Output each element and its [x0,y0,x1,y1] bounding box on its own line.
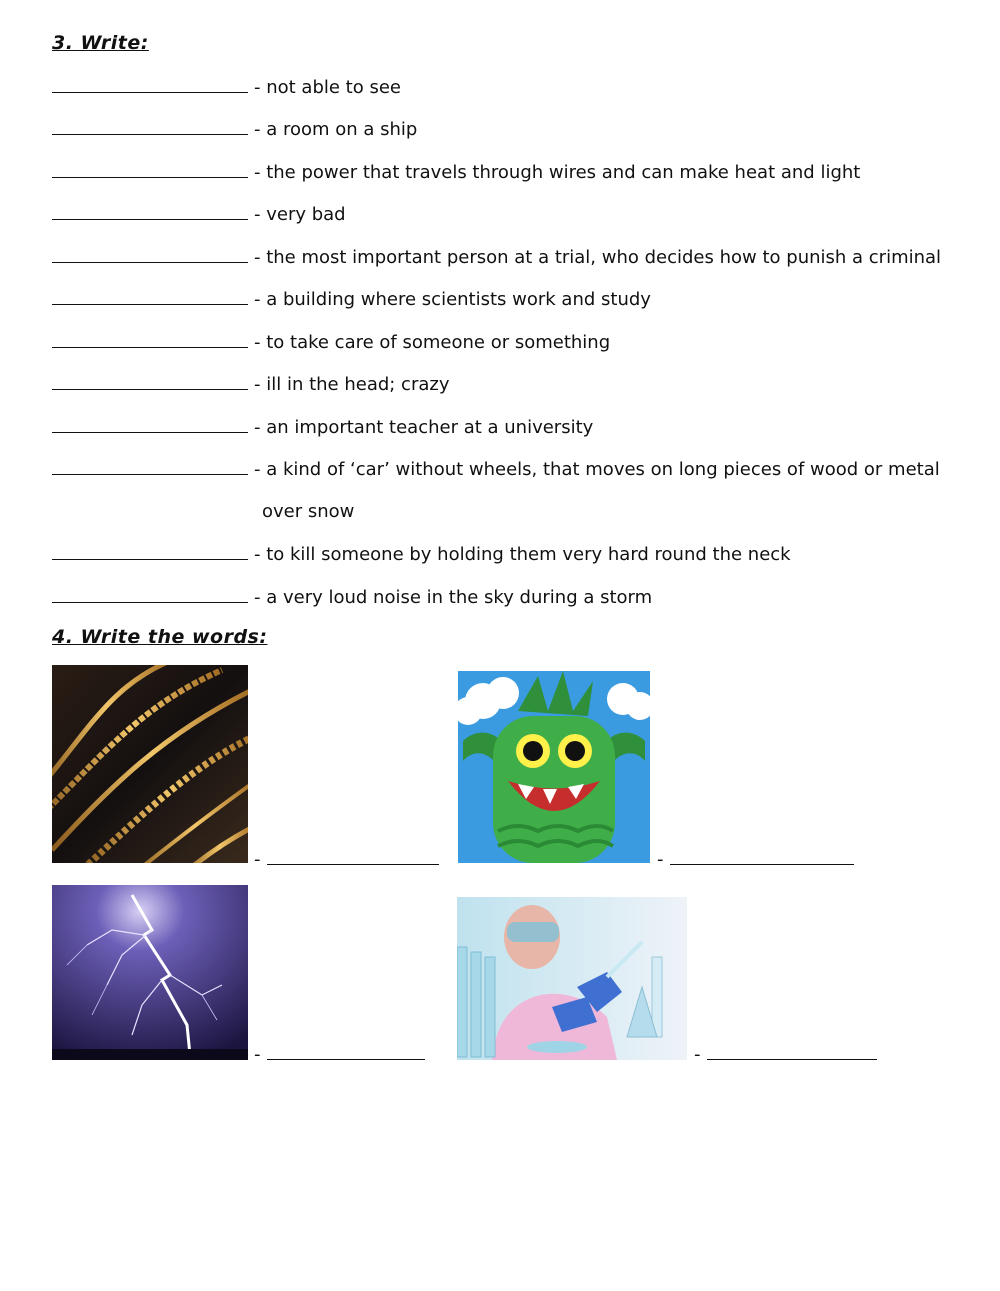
answer-blank[interactable] [52,415,248,433]
answer-blank[interactable] [52,585,248,603]
definition-text: - a room on a ship [254,119,418,140]
dash: - [694,1044,701,1065]
definition-row [52,245,941,270]
answer-blank[interactable] [52,202,248,220]
answer-field [254,848,439,870]
answer-blank[interactable] [52,160,248,178]
answer-blank[interactable] [52,117,248,135]
definition-row [52,75,401,100]
answer-blank[interactable] [52,245,248,263]
answer-line[interactable] [670,848,854,865]
definition-text: - not able to see [254,77,401,98]
definition-row [52,457,940,482]
gold-chains-photo [52,665,248,863]
definition-text: - ill in the head; crazy [254,374,450,395]
answer-blank[interactable] [52,287,248,305]
dash: - [657,849,664,870]
definition-continuation: over snow [262,501,355,522]
answer-blank[interactable] [52,372,248,390]
scientist-lab-photo [457,897,687,1060]
definition-text: - a kind of ‘car’ without wheels, that moves on long pieces of wood or metal [254,459,940,480]
definition-text: - the most important person at a trial, who decides how to punish a criminal [254,247,942,268]
definition-text: - the power that travels through wires and can make heat and light [254,162,861,183]
answer-line[interactable] [267,848,439,865]
answer-field [254,1043,425,1065]
answer-line[interactable] [707,1043,877,1060]
answer-line[interactable] [267,1043,425,1060]
answer-blank[interactable] [52,542,248,560]
definition-text: - very bad [254,204,346,225]
definition-row [52,117,417,142]
dash: - [254,849,261,870]
definition-row [52,160,860,185]
dash: - [254,1044,261,1065]
definition-text: - to take care of someone or something [254,332,611,353]
definition-text: - to kill someone by holding them very hard round the neck [254,544,791,565]
definition-row [52,287,651,312]
answer-blank[interactable] [52,75,248,93]
definition-row [52,542,791,567]
answer-field [657,848,854,870]
answer-blank[interactable] [52,457,248,475]
green-monster-photo [458,671,650,863]
definition-text: - an important teacher at a university [254,417,594,438]
answer-blank[interactable] [52,330,248,348]
definition-row [52,415,593,440]
definition-row [52,330,610,355]
definition-text: - a building where scientists work and study [254,289,651,310]
definition-row [52,372,450,397]
definition-row [52,202,346,227]
definition-text: - a very loud noise in the sky during a storm [254,587,653,608]
definition-row [52,585,652,610]
lightning-photo [52,885,248,1060]
section-3-heading: 3. Write: [52,32,149,54]
section-4-heading: 4. Write the words: [52,626,268,648]
answer-field [694,1043,877,1065]
